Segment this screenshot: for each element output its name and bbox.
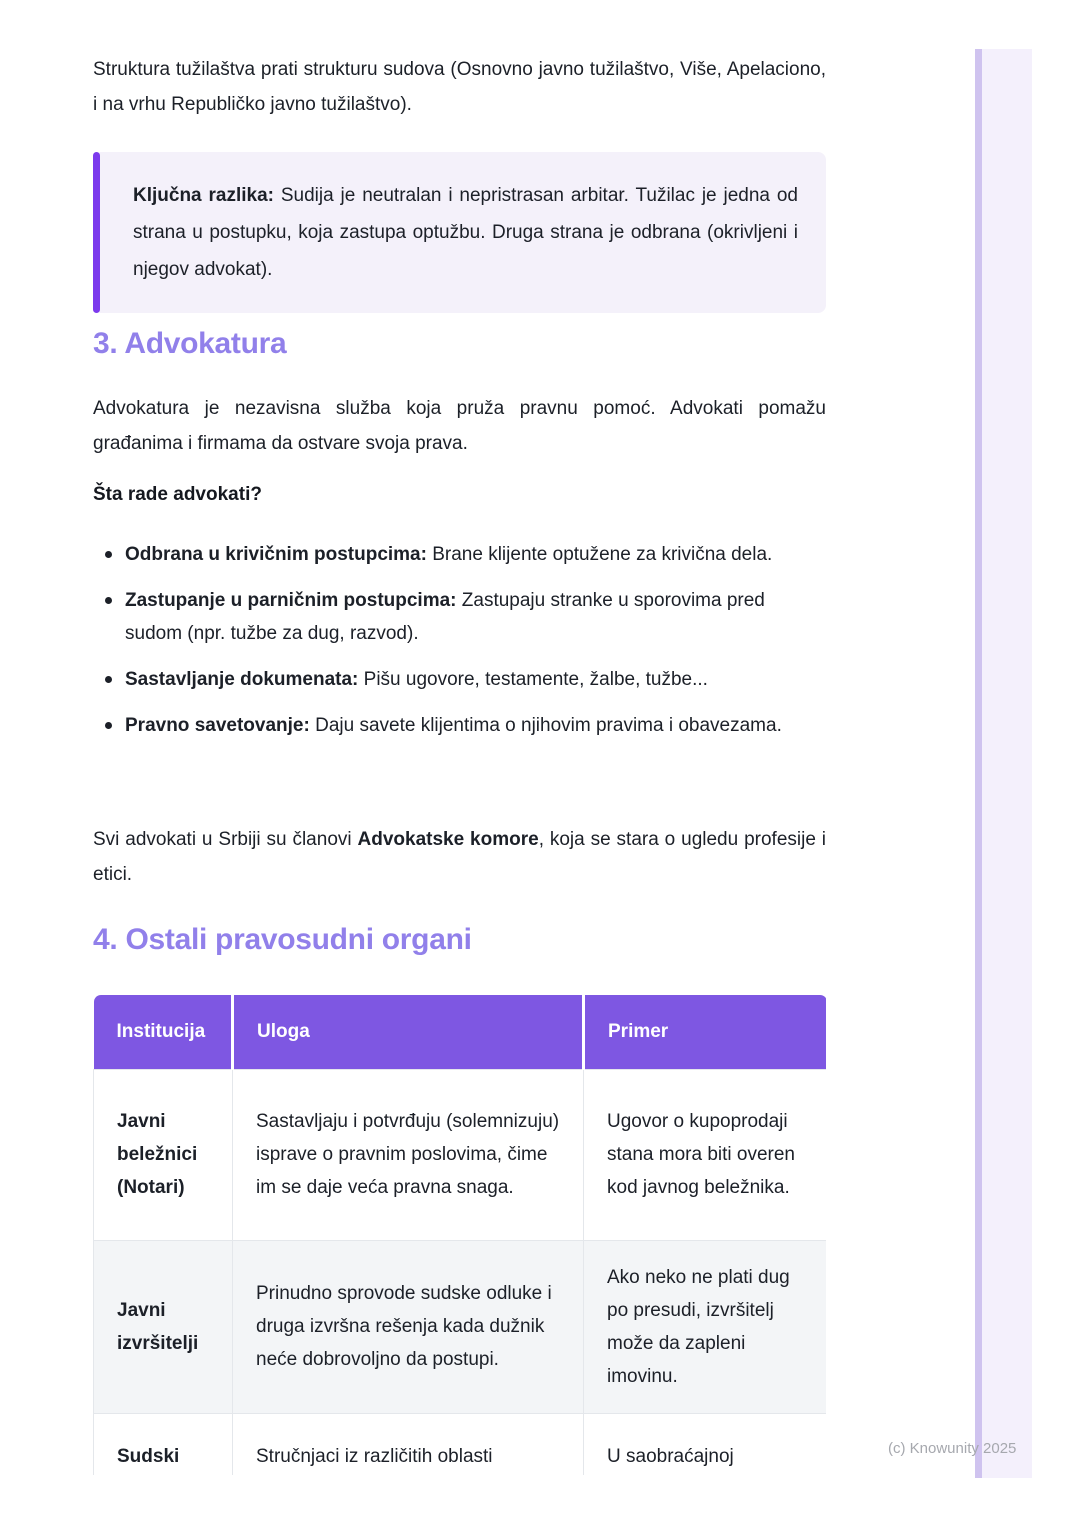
advokati-subheading: Šta rade advokati? [93,484,262,505]
table-row [94,1413,827,1475]
komora-text-before: Svi advokati u Srbiji su članovi [93,829,358,850]
column-header-institucija: Institucija [94,995,233,1069]
column-header-primer: Primer [584,995,827,1069]
table-row [94,1240,827,1413]
callout-body: Sudija je neutralan i nepristrasan arbitar. Tužilac je jedna od strana u postupku, koja zastupa optužbu. Druga strana je odbrana (okrivljeni i njegov advokat). [133,185,798,280]
bullet-lead: Odbrana u krivičnim postupcima: [125,544,427,565]
table-cell-institucija: Javni izvršitelji [94,1240,233,1413]
knowunity-watermark: (c) Knowunity 2025 [888,1440,1017,1457]
bullet-text: Pišu ugovore, testamente, žalbe, tužbe... [358,669,708,690]
list-item [93,709,826,742]
institutions-table [93,995,826,1475]
bullet-lead: Zastupanje u parničnim postupcima: [125,590,457,611]
komora-text-bold: Advokatske komore [357,829,539,850]
table-cell-primer: U saobraćajnoj [584,1413,827,1475]
table-cell-uloga: Prinudno sprovode sudske odluke i druga izvršna rešenja kada dužnik neće dobrovoljno da postupi. [233,1240,584,1413]
bullet-dot-icon [105,551,112,558]
list-item [93,538,826,571]
table-cell-uloga: Stručnjaci iz različitih oblasti [233,1413,584,1475]
table-row [94,1069,827,1240]
next-page-edge-strip [975,49,1032,1478]
key-difference-callout [93,152,826,313]
table-cell-institucija: Javni beležnici (Notari) [94,1069,233,1240]
list-item [93,663,826,696]
institutions-table-wrapper [93,995,826,1475]
bullet-lead: Sastavljanje dokumenata: [125,669,359,690]
table-cell-uloga: Sastavljaju i potvrđuju (solemnizuju) isprave o pravnim poslovima, čime im se daje veća pravna snaga. [233,1069,584,1240]
advokati-bullet-list [93,538,826,755]
komora-paragraph [93,822,826,892]
section-3-heading: 3. Advokatura [93,327,287,360]
list-item [93,584,826,650]
bullet-dot-icon [105,722,112,729]
komora-text-after: , koja se stara o ugledu profesije i etici. [93,829,826,885]
callout-lead: Ključna razlika: [133,185,274,206]
intro-paragraph: Struktura tužilaštva prati strukturu sudova (Osnovno javno tužilaštvo, Više, Apelaciono, i na vrhu Republičko javno tužilaštvo). [93,59,826,115]
bullet-dot-icon [105,676,112,683]
table-cell-institucija: Sudski [94,1413,233,1475]
bullet-text: Daju savete klijentima o njihovim pravima i obavezama. [309,715,782,736]
bullet-dot-icon [105,597,112,604]
callout-text [133,177,798,288]
section-4-heading: 4. Ostali pravosudni organi [93,923,472,956]
bullet-text: Brane klijente optužene za krivična dela. [426,544,773,565]
column-header-uloga: Uloga [233,995,584,1069]
bullet-lead: Pravno savetovanje: [125,715,310,736]
table-header-row [94,995,827,1069]
bullet-text: Zastupaju stranke u sporovima pred sudom (npr. tužbe za dug, razvod). [125,590,765,644]
table-cell-primer: Ako neko ne plati dug po presudi, izvršitelj može da zapleni imovinu. [584,1240,827,1413]
table-cell-primer: Ugovor o kupoprodaji stana mora biti overen kod javnog beležnika. [584,1069,827,1240]
advokatura-paragraph: Advokatura je nezavisna služba koja pruža pravnu pomoć. Advokati pomažu građanima i firmama da ostvare svoja prava. [93,398,826,454]
callout-accent-bar [93,152,100,313]
